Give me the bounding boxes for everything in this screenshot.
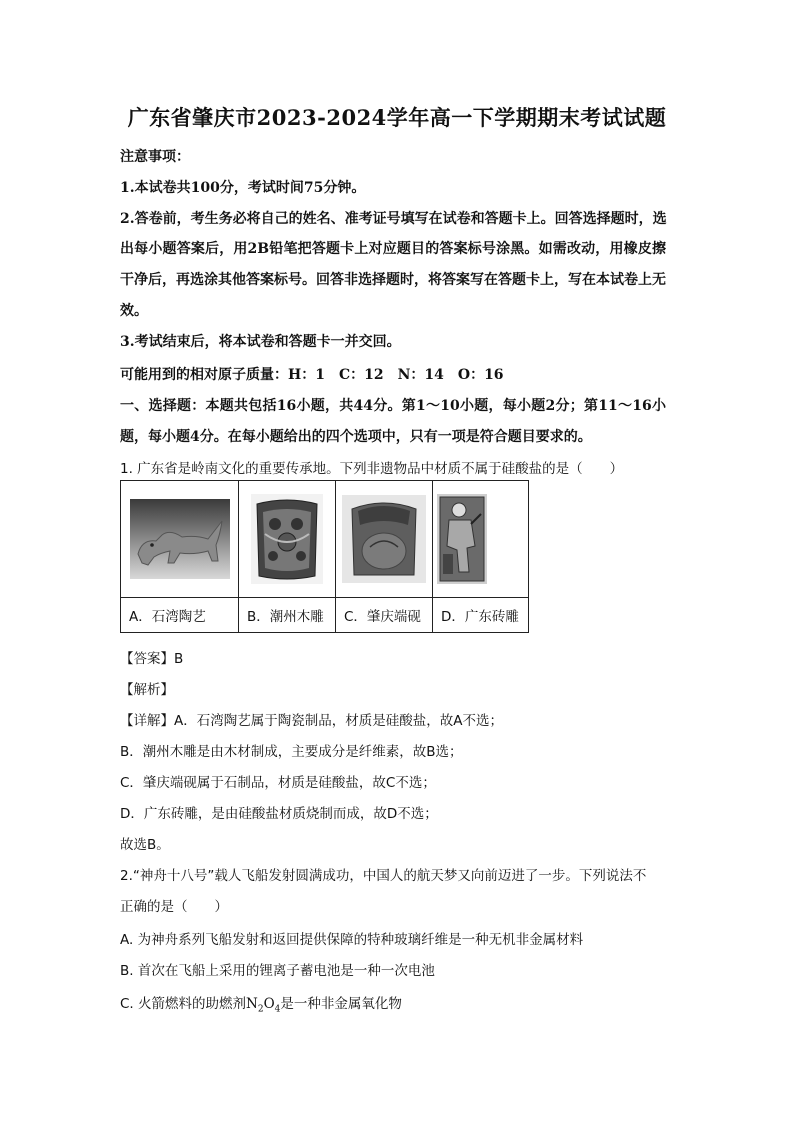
atomic-mass-line: 可能用到的相对原子质量：H：1 C：12 N：14 O：16 <box>120 367 504 383</box>
question-2-option-a: A. 为神舟系列飞船发射和返回提供保障的特种玻璃纤维是一种无机非金属材料 <box>120 932 584 948</box>
option-d-image-cell <box>433 481 529 598</box>
option-b-label: B．潮州木雕 <box>239 598 336 633</box>
detail-line-5: 故选B。 <box>120 837 170 853</box>
detail-line-3: C．肇庆端砚属于石制品，材质是硅酸盐，故C不选； <box>120 775 436 791</box>
answer-line: 【答案】B <box>120 651 184 667</box>
detail-line-4: D．广东砖雕，是由硅酸盐材质烧制而成，故D不选； <box>120 806 438 822</box>
formula-o: O <box>263 996 275 1012</box>
wood-carving-icon <box>251 494 323 584</box>
notice-heading: 注意事项： <box>120 149 190 165</box>
option-c-prefix: C. 火箭燃料的助燃剂 <box>120 996 247 1012</box>
n2o4-formula <box>246 996 281 1015</box>
section-1-line-2: 题，每小题4分。在每小题给出的四个选项中，只有一项是符合题目要求的。 <box>120 429 592 445</box>
question-1-options-table <box>120 480 529 633</box>
option-c-image-cell <box>336 481 433 598</box>
question-2-option-b: B. 首次在飞船上采用的锂离子蓄电池是一种一次电池 <box>120 963 435 979</box>
ceramic-animal-figure-icon <box>130 499 230 579</box>
option-d-label: D．广东砖雕 <box>433 598 529 633</box>
formula-sub-4: 4 <box>274 1004 281 1015</box>
notice-item-1: 1.本试卷共100分，考试时间75分钟。 <box>120 180 366 196</box>
detail-line-2: B．潮州木雕是由木材制成，主要成分是纤维素，故B选； <box>120 744 463 760</box>
inkstone-icon <box>342 495 426 583</box>
detail-line-1: 【详解】A．石湾陶艺属于陶瓷制品，材质是硅酸盐，故A不选； <box>120 713 503 729</box>
notice-item-2-line-2: 出每小题答案后，用2B铅笔把答题卡上对应题目的答案标号涂黑。如需改动，用橡皮擦 <box>120 241 666 257</box>
analysis-heading: 【解析】 <box>120 682 174 698</box>
option-a-label: A．石湾陶艺 <box>121 598 239 633</box>
question-2-stem-line-1: 2.“神舟十八号”载人飞船发射圆满成功，中国人的航天梦又向前迈进了一步。下列说法不 <box>120 868 647 884</box>
option-c-label: C．肇庆端砚 <box>336 598 433 633</box>
section-1-line-1: 一、选择题：本题共包括16小题，共44分。第1～10小题，每小题2分；第11～16小 <box>120 398 666 414</box>
question-1-stem: 1. 广东省是岭南文化的重要传承地。下列非遗物品中材质不属于硅酸盐的是（ ） <box>120 461 624 477</box>
page-title: 广东省肇庆市2023-2024学年高一下学期期末考试试题 <box>127 105 667 130</box>
question-2-stem-line-2: 正确的是（ ） <box>120 899 228 915</box>
formula-n: N <box>246 996 258 1012</box>
notice-item-3: 3.考试结束后，将本试卷和答题卡一并交回。 <box>120 334 401 350</box>
brick-carving-icon <box>437 494 487 584</box>
notice-item-2-line-4: 效。 <box>120 303 148 319</box>
option-b-image-cell <box>239 481 336 598</box>
option-c-suffix: 是一种非金属氧化物 <box>280 996 402 1012</box>
notice-item-2-line-3: 干净后，再选涂其他答案标号。回答非选择题时，将答案写在答题卡上，写在本试卷上无 <box>120 272 666 288</box>
question-2-option-c <box>120 992 402 1015</box>
notice-item-2-line-1: 2.答卷前，考生务必将自己的姓名、准考证号填写在试卷和答题卡上。回答选择题时，选 <box>120 211 667 227</box>
formula-sub-2: 2 <box>257 1004 264 1015</box>
option-a-image-cell <box>121 481 239 598</box>
